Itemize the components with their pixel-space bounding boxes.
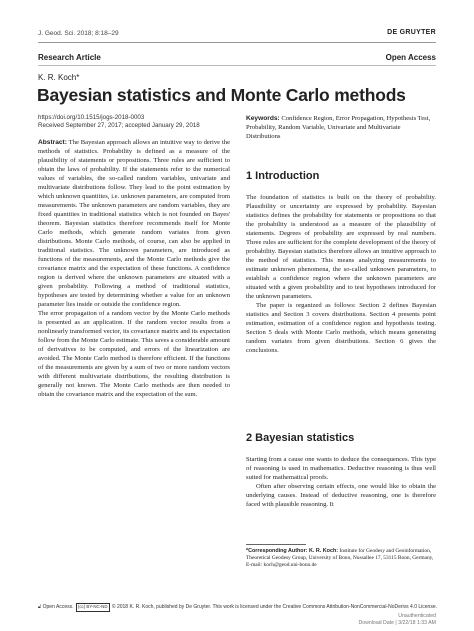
section-heading-introduction: 1 Introduction: [246, 170, 320, 182]
license-text: © 2018 K. R. Koch, published by De Gruyter. This work is licensed under the Creative Commons Attribution-NonCommercial-NoDerivs 4.0 License.: [111, 604, 438, 610]
unauthenticated-label: Unauthenticated: [398, 613, 436, 619]
license-footer: [38, 603, 438, 612]
cc-license-badge[interactable]: (cc) BY-NC-ND: [76, 603, 110, 612]
footnote-label: *Corresponding Author: K. R. Koch:: [246, 548, 339, 554]
footer-open-access: Open Access.: [42, 604, 74, 610]
section-heading-bayesian-statistics: 2 Bayesian statistics: [246, 432, 355, 444]
abstract: [38, 138, 230, 399]
abstract-text: The Bayesian approach allows an intuitive way to derive the methods of statistics. Probability is defined as a measure of the plausibility of statements or propositions. Three rules are sufficient to obtain the laws of probability. If the statements refer to the numerical values of variables, the so-called random variables, univariate and multivariate distributions follow. They lead to the point estimation by which unknown quantities, i.e. unknown parameters, are computed from measurements. The unknown parameters are random variables, they are fixed quantities in traditional statistics which is not founded on Bayes' theorem. Bayesian statistics therefore recommends itself for Monte Carlo methods, which generate random variates from given distributions. Monte Carlo methods, of course, can also be applied in traditional statistics. The unknown parameters, are introduced as functions of the measurements, and the Monte Carlo methods give the covariance matrix and the expectation of these functions. A confidence region is derived where the unknown parameters are situated with a given probability. Following a method of traditional statistics, hypotheses are tested by determining whether a value for an unknown parameter lies inside or outside the confidence region.: [38, 139, 230, 308]
abstract-text-2: The error propagation of a random vector by the Monte Carlo methods is presented as an application. If the random vector results from a nonlinearly transformed vector, its covariance matrix and its expectation follow from the Monte Carlo estimate. This saves a considerable amount of derivatives to be computed, and errors of the linearization are avoided. The Monte Carlo method is therefore efficient. If the functions of the measurements are given by a sum of two or more random vectors with different multivariate distributions, the resulting distribution is generally not known. The Monte Carlo methods are then needed to obtain the covariance matrix and the expectation of the sum.: [38, 310, 230, 398]
open-access-icon: 🔓︎: [38, 604, 42, 610]
paragraph: Starting from a cause one wants to deduce the consequences. This type of reasoning is used in mathematics. Deductive reasoning is thus well suited for mathematical proofs.: [246, 456, 436, 481]
keywords: [246, 114, 436, 141]
publisher-name: DE GRUYTER: [387, 29, 436, 36]
header-rule: [38, 42, 436, 43]
footnote-rule: [246, 544, 306, 545]
abstract-label: Abstract:: [38, 139, 67, 146]
doi-link[interactable]: https://doi.org/10.1515/jogs-2018-0003: [38, 114, 145, 121]
section-body-introduction: [246, 193, 436, 355]
header-rule-secondary: [38, 65, 436, 66]
corresponding-author-footnote: [246, 548, 436, 569]
section-body-bayesian-statistics: [246, 455, 436, 509]
article-meta: [38, 114, 200, 130]
journal-reference: J. Geod. Sci. 2018; 8:18–29: [38, 30, 119, 37]
keywords-label: Keywords:: [246, 115, 280, 122]
paragraph: Often after observing certain effects, one would like to obtain the underlying causes. Instead of deductive reasoning, one is therefore faced with plausible reasoning. It: [246, 483, 436, 508]
received-dates: Received September 27, 2017; accepted January 29, 2018: [38, 122, 200, 129]
author-name: K. R. Koch*: [38, 73, 80, 82]
page-title: Bayesian statistics and Monte Carlo methods: [37, 85, 406, 105]
paragraph: The paper is organized as follows: Section 2 defines Bayesian statistics and Section 3 covers distributions. Section 4 presents point estimation, estimation of a confidence region and hypothesis testing. Section 5 deals with Monte Carlo methods, which means generating random variates from given distributions. Section 6 gives the conclusions.: [246, 302, 436, 354]
footnote-text: Institute for Geodesy and Geoinformation, Theoretical Geodesy Group, University of Bonn, Nussallee 17, 53115 Bonn, Germany, E-mail: koch@geod.uni-bonn.de: [246, 548, 434, 568]
paragraph: The foundation of statistics is built on the theory of probability. Plausibility or uncertainty are expressed by probability. Bayesian statistics defines the probability for statements or propositions so that the probability is understood as a measure of the plausibility of statements. Degrees of probability are expressed by real numbers. Three rules are sufficient for the complete development of the theory of probability. Bayesian statistics therefore allows an intuitive approach to the method of statistics. This means analyzing measurements to estimate unknown phenomena, the so-called unknown parameters, to establish a confidence region where the unknown parameters are situated with a given probability and to test hypotheses introduced for the unknown parameters.: [246, 194, 436, 300]
download-date: Download Date | 3/22/18 1:33 AM: [358, 619, 436, 626]
open-access-label: Open Access: [385, 53, 436, 62]
article-type: Research Article: [38, 53, 101, 62]
keywords-text: Confidence Region, Error Propagation, Hypothesis Test, Probability, Random Variable, Univariate and Multivariate Distributions: [246, 115, 431, 140]
download-stamp: [359, 613, 436, 627]
